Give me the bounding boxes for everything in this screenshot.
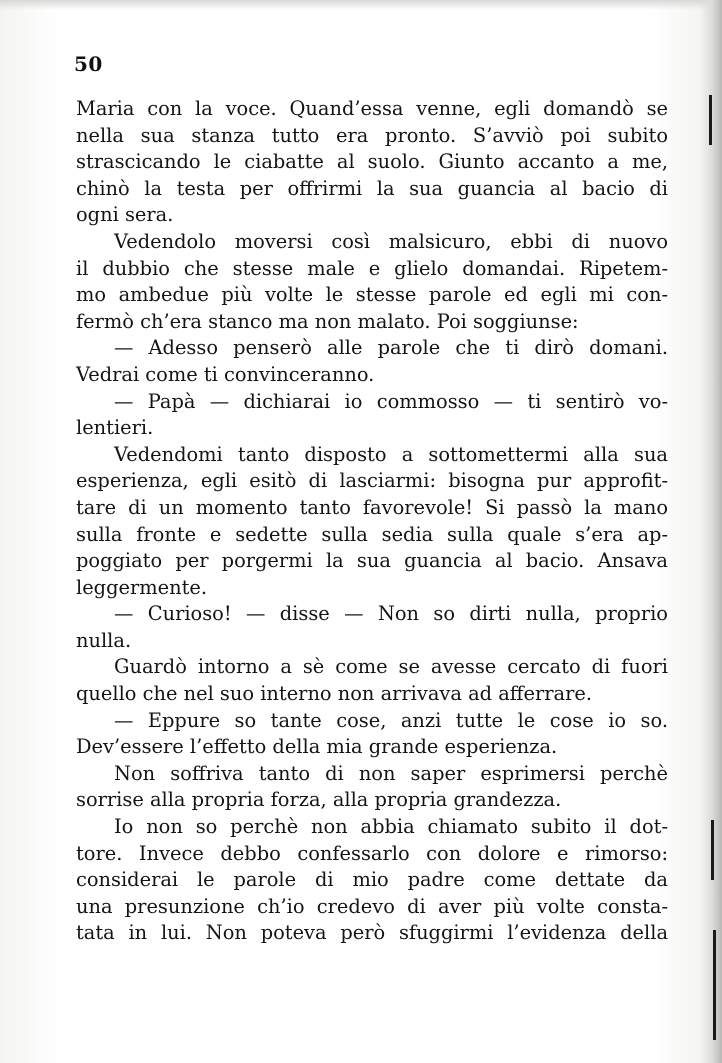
text-line: una presunzione ch’io credevo di aver più volte consta- (76, 894, 668, 918)
text-line: fermò ch’era stanco ma non malato. Poi soggiunse: (76, 309, 579, 333)
text-line: — Eppure so tante cose, anzi tutte le cose io so. (114, 708, 668, 732)
text-line: Vedrai come ti convinceranno. (76, 362, 375, 386)
page-right-edge (700, 0, 722, 1063)
text-line: leggermente. (76, 575, 208, 599)
text-line: — Curioso! — disse — Non so dirti nulla, proprio (114, 602, 668, 626)
text-line: quello che nel suo interno non arrivava ad afferrare. (76, 682, 593, 706)
text-line: Non soffriva tanto di non saper esprimersi perchè (114, 761, 668, 785)
text-line: — Papà — dichiarai io commosso — ti sentirò vo- (114, 389, 668, 413)
text-line: esperienza, egli esitò di lasciarmi: bisogna pur approfit- (76, 469, 668, 493)
text-line: il dubbio che stesse male e glielo domandai. Ripetem- (76, 256, 668, 280)
text-line: sorrise alla propria forza, alla propria grandezza. (76, 788, 562, 812)
text-line: ogni sera. (76, 203, 174, 227)
edge-mark (711, 820, 714, 880)
text-line: nulla. (76, 628, 132, 652)
text-line: Vedendolo moversi così malsicuro, ebbi di nuovo (114, 229, 668, 253)
text-line: tore. Invece debbo confessarlo con dolore e rimorso: (76, 841, 668, 865)
text-line: sulla fronte e sedette sulla sedia sulla quale s’era ap- (76, 522, 668, 546)
text-line: chinò la testa per offrirmi la sua guancia al bacio di (76, 176, 668, 200)
text-line: Vedendomi tanto disposto a sottomettermi alla sua (114, 442, 668, 466)
top-shadow (0, 0, 722, 10)
page-number: 50 (74, 52, 103, 76)
text-line: strascicando le ciabatte al suolo. Giunto accanto a me, (76, 150, 668, 174)
edge-mark (709, 95, 712, 145)
text-line: nella sua stanza tutto era pronto. S’avviò poi subito (76, 123, 668, 147)
text-line: tare di un momento tanto favorevole! Si passò la mano (76, 495, 668, 519)
text-line: Io non so perchè non abbia chiamato subito il dot- (114, 815, 668, 839)
text-line: tata in lui. Non poteva però sfuggirmi l’evidenza della (76, 921, 668, 945)
text-line: mo ambedue più volte le stesse parole ed egli mi con- (76, 283, 668, 307)
text-line: considerai le parole di mio padre come dettate da (76, 868, 668, 892)
body-text (76, 96, 668, 947)
text-line: Dev’essere l’effetto della mia grande esperienza. (76, 735, 558, 759)
text-line: — Adesso penserò alle parole che ti dirò domani. (114, 336, 668, 360)
edge-mark (713, 930, 716, 1040)
text-line: Guardò intorno a sè come se avesse cercato di fuori (114, 655, 668, 679)
text-line: lentieri. (76, 416, 154, 440)
text-line: poggiato per porgermi la sua guancia al bacio. Ansava (76, 549, 668, 573)
text-line: Maria con la voce. Quand’essa venne, egli domandò se (76, 97, 668, 120)
